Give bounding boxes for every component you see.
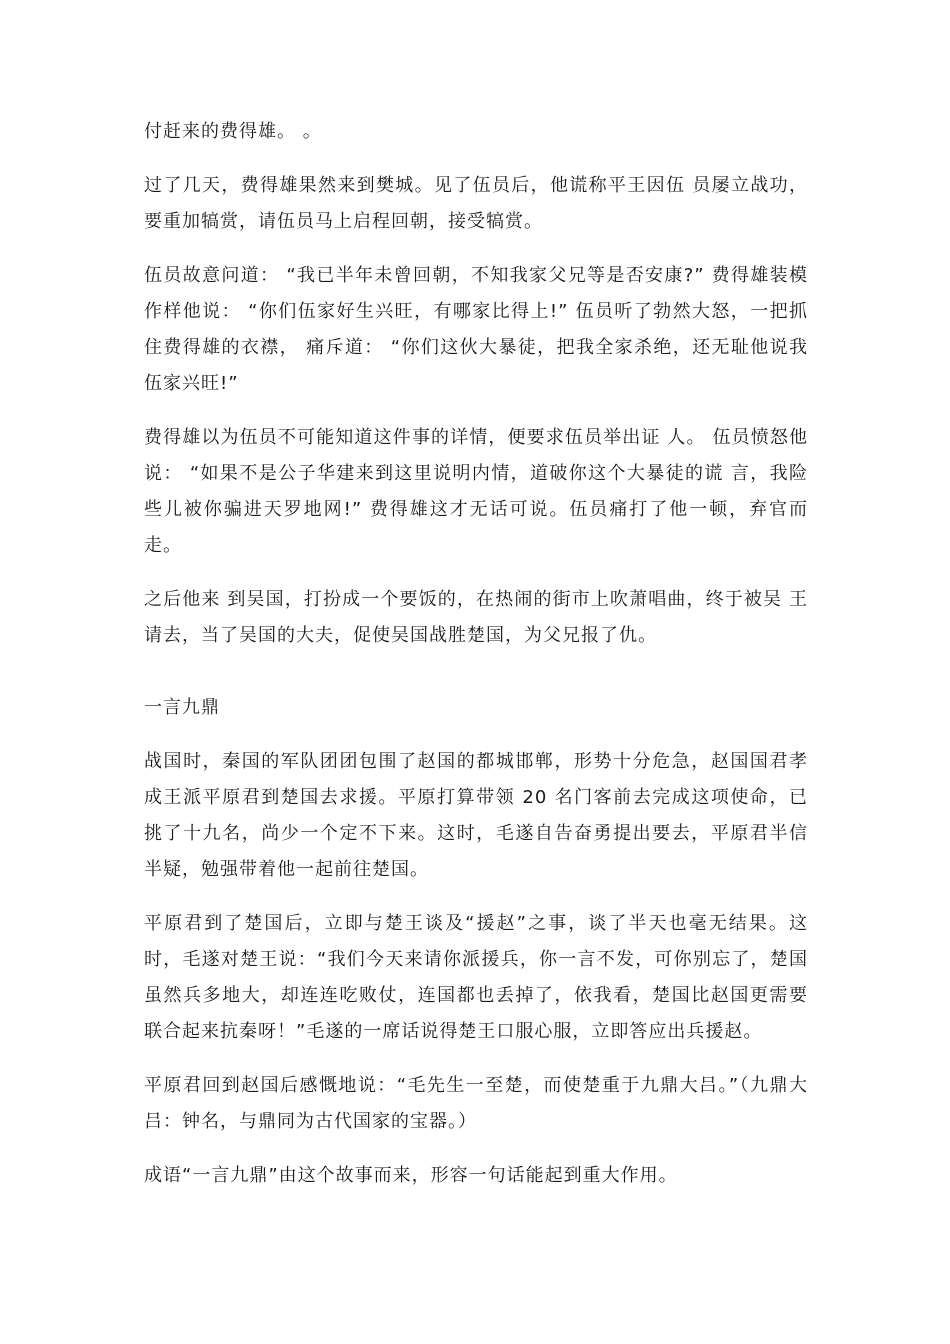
paragraph: 平原君到了楚国后，立即与楚王谈及“援赵”之事，谈了半天也毫无结果。这时，毛遂对楚王说：“我们今天来请你派援兵，你一言不发，可你别忘了，楚国虽然兵多地大，却连连吃败仗，连国都也丢掉了，依我看，楚国比赵国更需要联合起来抗秦呀！”毛遂的一席话说得楚王口服心服，立即答应出兵援赵。: [144, 913, 808, 1042]
document-body: [144, 114, 808, 1212]
paragraph: 平原君回到赵国后感慨地说：“毛先生一至楚，而使楚重于九鼎大吕。”（九鼎大吕：钟名，与鼎同为古代国家的宝器。）: [144, 1075, 808, 1132]
section-title: 一言九鼎: [144, 697, 220, 718]
paragraph: 伍员故意问道： “我已半年未曾回朝，不知我家父兄等是否安康?” 费得雄装模作样他说： “你们伍家好生兴旺，有哪家比得上!” 伍员听了勃然大怒，一把抓住费得雄的衣襟， 痛斥道： “你们这伙大暴徒，把我全家杀绝，还无耻他说我伍家兴旺!”: [144, 265, 808, 394]
paragraph: 付赶来的费得雄。 。: [144, 121, 322, 142]
paragraph: 战国时，秦国的军队团团包围了赵国的都城邯郸，形势十分危急，赵国国君孝成王派平原君到楚国去求援。平原打算带领 20 名门客前去完成这项使命，已挑了十九名，尚少一个定不下来。这时，毛遂自告奋勇提出要去，平原君半信半疑，勉强带着他一起前往楚国。: [144, 751, 808, 880]
paragraph: 成语“一言九鼎”由这个故事而来，形容一句话能起到重大作用。: [144, 1165, 678, 1186]
paragraph: 之后他来 到吴国，打扮成一个要饭的，在热闹的街市上吹萧唱曲，终于被吴 王请去，当了吴国的大夫，促使吴国战胜楚国，为父兄报了仇。: [144, 589, 808, 646]
paragraph: 过了几天，费得雄果然来到樊城。见了伍员后，他谎称平王因伍 员屡立战功，要重加犒赏，请伍员马上启程回朝，接受犒赏。: [144, 175, 808, 232]
paragraph: 费得雄以为伍员不可能知道这件事的详情，便要求伍员举出证 人。 伍员愤怒他说： “如果不是公子华建来到这里说明内情，道破你这个大暴徒的谎 言，我险些儿被你骗进天罗地网!” 费得雄这才无话可说。伍员痛打了他一顿，弃官而走。: [144, 427, 808, 556]
